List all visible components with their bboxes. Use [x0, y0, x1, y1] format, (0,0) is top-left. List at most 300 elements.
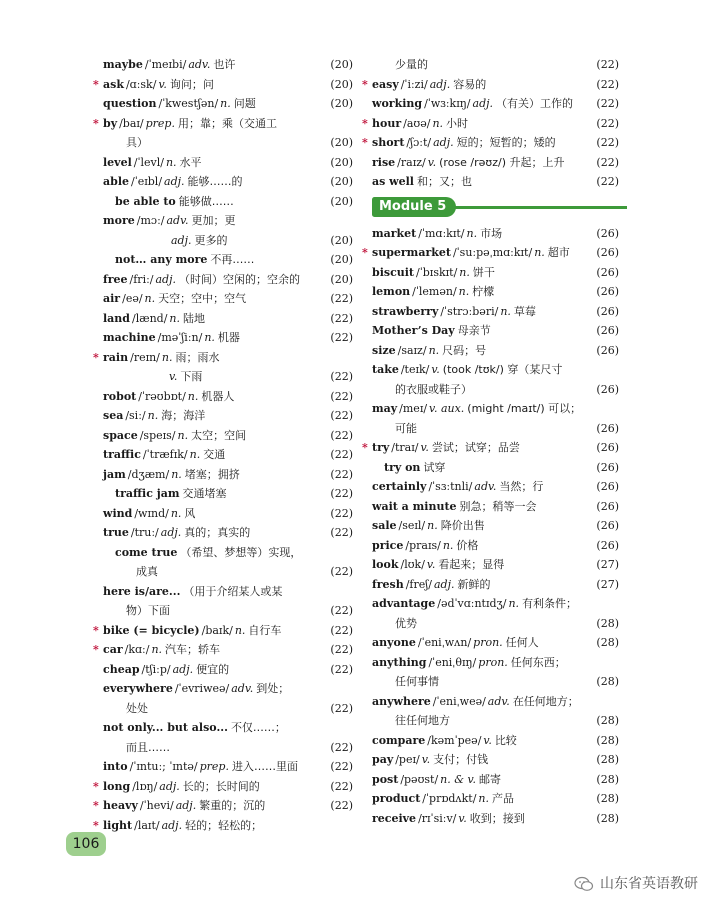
entry-phonetic: /ˈeɪbl/: [131, 175, 163, 188]
entry-phonetic: /ɑːsk/: [125, 77, 157, 91]
entry-part-of-speech: n.: [147, 409, 159, 422]
entry-meaning: 下雨: [180, 370, 203, 383]
entry-part-of-speech: n.: [500, 304, 511, 318]
vocab-entry: [103, 660, 353, 680]
entry-meaning: （用于介绍某人或某: [183, 584, 283, 598]
entry-part-of-speech: v.: [483, 733, 492, 747]
vocab-entry: [372, 224, 619, 244]
entry-meaning: 便宜的: [196, 662, 230, 676]
entry-page-ref: (22): [330, 565, 353, 578]
entry-part-of-speech: v.: [158, 77, 167, 91]
entry-word: true: [103, 526, 129, 539]
watermark: [574, 873, 698, 895]
entry-part-of-speech: adv.: [474, 480, 497, 493]
entry-word: sale: [372, 519, 397, 532]
key-word-star-icon: *: [362, 116, 368, 130]
vocab-entry: [103, 328, 353, 348]
entry-page-ref: (20): [330, 97, 353, 110]
entry-page-ref: (22): [596, 116, 619, 130]
entry-meaning: 陆地: [183, 311, 205, 325]
entry-phonetic: /ədˈvɑːntɪdʒ/: [437, 597, 507, 610]
entry-part-of-speech: n.: [459, 265, 470, 279]
entry-part-of-speech: v.: [426, 558, 436, 571]
vocab-entry: [372, 458, 619, 478]
entry-meaning: 处处: [126, 701, 148, 715]
entry-word: post: [372, 772, 399, 786]
entry-meaning: 当然；行: [499, 480, 544, 493]
vocab-entry: [372, 672, 619, 692]
entry-meaning: 雨；雨水: [175, 350, 220, 364]
vocab-entry: [372, 692, 619, 712]
vocab-entry: [103, 231, 353, 251]
entry-meaning: 比较: [494, 733, 517, 747]
entry-word: try: [372, 441, 390, 454]
entry-meaning: 短的；短暂的；矮的: [456, 136, 556, 149]
vocab-entry: [372, 575, 619, 595]
entry-meaning: （时间）空闲的；空余的: [179, 272, 301, 286]
entry-meaning: 海；海洋: [161, 409, 206, 422]
entry-page-ref: (22): [330, 604, 353, 617]
vocab-entry: [372, 360, 619, 380]
entry-meaning: 往任何地方: [395, 714, 450, 727]
entry-meaning: 更多的: [194, 233, 228, 247]
entry-word: jam: [103, 467, 126, 481]
entry-word: be able to: [115, 194, 176, 208]
entry-page-ref: (22): [330, 389, 353, 403]
entry-page-ref: (22): [330, 428, 353, 442]
entry-part-of-speech: v.: [420, 441, 429, 454]
entry-word: market: [372, 226, 417, 240]
entry-part-of-speech: n.: [220, 97, 231, 110]
entry-meaning: 任何人: [505, 636, 539, 649]
entry-meaning: 饼干: [472, 265, 495, 279]
entry-phonetic: /lɒŋ/: [132, 779, 158, 793]
entry-phonetic: /ˈtræfɪk/: [142, 448, 188, 461]
key-word-star-icon: *: [93, 77, 99, 91]
entry-phonetic: /freʃ/: [405, 577, 432, 591]
entry-meaning: 任何事情: [395, 675, 439, 688]
entry-page-ref: (20): [330, 272, 353, 286]
entry-word: biscuit: [372, 265, 415, 279]
entry-part-of-speech: n.: [466, 226, 478, 240]
entry-part-of-speech: n.: [189, 448, 201, 461]
vocab-entry: [372, 614, 619, 634]
entry-page-ref: (22): [330, 526, 353, 539]
entry-meaning: 邮寄: [478, 772, 501, 786]
entry-word: anywhere: [372, 694, 431, 708]
entry-word: try on: [384, 460, 421, 474]
entry-page-ref: (28): [596, 811, 619, 825]
watermark-text: 山东省英语教研: [600, 876, 698, 892]
entry-word: working: [372, 97, 423, 110]
vocab-entry: [103, 133, 353, 153]
entry-word: traffic: [103, 448, 141, 461]
entry-page-ref: (28): [596, 675, 619, 688]
entry-part-of-speech: adj.: [429, 77, 451, 91]
entry-meaning: 自行车: [248, 623, 282, 637]
entry-part-of-speech: adj.: [159, 779, 180, 793]
entry-meaning: 小时: [446, 116, 469, 130]
entry-meaning: 堵塞；拥挤: [184, 467, 240, 481]
entry-phonetic: /kɑː/: [124, 643, 150, 656]
entry-meaning: 长的；长时间的: [182, 779, 260, 793]
entry-part-of-speech: prep.: [199, 760, 229, 773]
entry-word: take: [372, 363, 399, 376]
vocab-entry: [372, 789, 619, 809]
entry-word: certainly: [372, 480, 427, 493]
entry-meaning: （有关）工作的: [496, 97, 574, 110]
entry-meaning: 降价出售: [440, 519, 485, 532]
entry-page-ref: (22): [330, 467, 353, 481]
entry-phonetic: /baɪk/: [201, 623, 233, 637]
vocab-entry: [372, 653, 619, 673]
entry-word: able: [103, 175, 129, 188]
entry-meaning: 交通堵塞: [182, 487, 227, 500]
entry-phonetic: /ˈeniˌθɪŋ/: [428, 655, 477, 669]
vocab-entry: [372, 321, 619, 341]
entry-page-ref: (26): [596, 265, 619, 279]
entry-part-of-speech: v.: [458, 811, 467, 825]
entry-part-of-speech: adj.: [155, 272, 177, 286]
entry-phonetic: /pəʊst/: [400, 772, 439, 786]
key-word-star-icon: *: [362, 441, 368, 454]
entry-phonetic: /ˈsuːpəˌmɑːkɪt/: [452, 246, 533, 259]
entry-phonetic: /ˈbɪskɪt/: [416, 265, 458, 279]
entry-part-of-speech: pron.: [478, 655, 508, 669]
key-word-star-icon: *: [93, 818, 99, 832]
entry-meaning: 任何东西；: [510, 655, 566, 669]
entry-page-ref: (22): [330, 643, 353, 656]
entry-page-ref: (22): [330, 311, 353, 325]
vocab-entry: [372, 750, 619, 770]
entry-page-ref: (22): [330, 701, 353, 715]
entry-meaning: 水平: [179, 155, 202, 169]
vocab-entry: [103, 582, 353, 602]
entry-part-of-speech: adv.: [231, 682, 254, 695]
entry-page-ref: (20): [330, 194, 353, 208]
entry-page-ref: (22): [596, 136, 619, 149]
entry-page-ref: (20): [330, 77, 353, 91]
entry-part-of-speech: adj.: [171, 233, 192, 247]
entry-part-of-speech: adj.: [433, 136, 454, 149]
entry-meaning: 更加；更: [191, 214, 236, 227]
entry-word: come true: [115, 545, 178, 559]
entry-phonetic: /ˈmɑːkɪt/: [418, 226, 465, 240]
vocab-entry: [372, 419, 619, 439]
entry-phonetic: /məˈʃiːn/: [157, 331, 203, 344]
entry-part-of-speech: adj.: [433, 577, 455, 591]
entry-meaning: 超市: [547, 246, 570, 259]
entry-part-of-speech: n.: [432, 116, 444, 130]
entry-meaning: 天空；空中；空气: [158, 292, 247, 305]
entry-word: land: [103, 311, 130, 325]
entry-part-of-speech: v. aux.: [429, 402, 465, 415]
entry-meaning: 不再……: [210, 253, 255, 266]
vocab-entry: [372, 731, 619, 751]
entry-page-ref: (22): [596, 77, 619, 91]
entry-phonetic: /saɪz/: [397, 343, 427, 357]
entry-meaning: 市场: [480, 226, 503, 240]
vocab-entry: [372, 399, 619, 419]
entry-word: hour: [372, 116, 402, 130]
vocab-entry: [103, 718, 353, 738]
entry-phonetic: /ˈlevl/: [133, 155, 164, 169]
vocab-entry: [103, 387, 353, 407]
entry-word: as well: [372, 175, 414, 188]
entry-page-ref: (22): [596, 58, 619, 71]
entry-phonetic: /ˈeniˌwʌn/: [417, 636, 472, 649]
entry-meaning: 具）: [126, 136, 148, 149]
entry-page-ref: (22): [596, 97, 619, 110]
entry-part-of-speech: n.: [534, 246, 545, 259]
entry-page-ref: (26): [596, 304, 619, 318]
entry-phonetic: /meɪ/: [399, 402, 428, 415]
entry-page-ref: (26): [596, 246, 619, 259]
entry-part-of-speech: adj.: [175, 799, 197, 812]
entry-meaning: 汽车；轿车: [165, 643, 221, 656]
entry-meaning: 询问；问: [169, 77, 214, 91]
entry-page-ref: (28): [596, 733, 619, 747]
entry-part-of-speech: n.: [165, 155, 177, 169]
vocab-entry: [103, 699, 353, 719]
entry-page-ref: (26): [596, 421, 619, 435]
entry-word: anything: [372, 655, 427, 669]
entry-word: long: [103, 779, 131, 793]
entry-phonetic: /ˈsɜːtnli/: [428, 480, 473, 493]
entry-word: not only... but also...: [103, 721, 228, 734]
vocab-entry: [372, 380, 619, 400]
entry-page-ref: (22): [330, 448, 353, 461]
vocab-entry: [103, 270, 353, 290]
entry-meaning: 不仅……；: [230, 721, 286, 734]
vocab-entry: [103, 679, 353, 699]
vocab-column-right: [362, 55, 619, 828]
entry-meaning: 进入……里面: [231, 760, 298, 773]
entry-phonetic: /aʊə/: [403, 116, 431, 130]
entry-phonetic: /seɪl/: [398, 519, 426, 532]
entry-phonetic: /teɪk/: [400, 363, 430, 376]
entry-word: everywhere: [103, 682, 173, 695]
entry-meaning: 柠檬: [472, 285, 495, 298]
vocab-entry: [362, 438, 619, 458]
entry-phonetic: /ˈhevi/: [139, 799, 174, 812]
entry-page-ref: (20): [330, 175, 353, 188]
entry-word: lemon: [372, 285, 411, 298]
vocab-list-module4-end: [362, 55, 619, 192]
entry-word: fresh: [372, 577, 404, 591]
key-word-star-icon: *: [362, 136, 368, 149]
vocab-entry: [372, 172, 619, 192]
vocab-entry: [103, 309, 353, 329]
vocab-entry: [372, 282, 619, 302]
entry-meaning: 繁重的；沉的: [199, 799, 266, 812]
vocab-entry: [372, 477, 619, 497]
vocab-entry: [372, 594, 619, 614]
entry-page-ref: (22): [330, 799, 353, 812]
entry-part-of-speech: adv.: [166, 214, 189, 227]
entry-page-ref: (27): [596, 577, 619, 591]
entry-word: rise: [372, 155, 396, 169]
entry-meaning: 可能: [395, 421, 417, 435]
entry-phonetic: /praɪs/: [405, 538, 441, 552]
entry-word: rain: [103, 350, 129, 364]
entry-page-ref: (22): [330, 487, 353, 500]
entry-meaning: 交通: [203, 448, 226, 461]
entry-part-of-speech: n.: [508, 597, 520, 610]
vocab-entry: [103, 601, 353, 621]
entry-phonetic: /ˈeniˌweə/: [432, 694, 486, 708]
vocab-entry: [93, 75, 353, 95]
vocab-entry: [103, 367, 353, 387]
entry-word: maybe: [103, 58, 143, 71]
vocab-entry: [93, 796, 353, 816]
entry-part-of-speech: adj.: [164, 175, 185, 188]
entry-page-ref: (22): [330, 662, 353, 676]
entry-word: compare: [372, 733, 426, 747]
entry-part-of-speech: n. & v.: [440, 772, 476, 786]
vocab-entry: [372, 497, 619, 517]
vocab-entry: [372, 770, 619, 790]
entry-phonetic: /reɪn/: [130, 350, 160, 364]
entry-phonetic: /kəmˈpeə/: [427, 733, 482, 747]
entry-meaning: 新鲜的: [457, 577, 491, 591]
entry-meaning: 成真: [136, 565, 158, 578]
vocab-entry: [103, 172, 353, 192]
entry-word: question: [103, 97, 157, 110]
entry-phonetic: /ˈkwestʃən/: [158, 97, 219, 110]
entry-phonetic: /ˈevriweə/: [174, 682, 230, 695]
entry-part-of-speech: adj.: [472, 97, 494, 110]
entry-phonetic: /baɪ/: [119, 116, 144, 130]
key-word-star-icon: *: [93, 623, 99, 637]
vocab-entry: [103, 523, 353, 543]
entry-part-of-speech: n.: [204, 331, 215, 344]
entry-phonetic: /rɪˈsiːv/: [418, 811, 457, 825]
vocab-column-left: [93, 55, 353, 835]
entry-meaning: (rose /rəʊz/) 升起；上升: [439, 155, 565, 169]
entry-meaning: 和；又；也: [416, 175, 472, 188]
entry-part-of-speech: pron.: [473, 636, 503, 649]
vocab-entry: [103, 406, 353, 426]
entry-meaning: 物）下面: [126, 604, 170, 617]
wechat-icon: [574, 876, 594, 892]
entry-word: size: [372, 343, 396, 357]
vocab-entry: [103, 211, 353, 231]
entry-meaning: 的衣服或鞋子）: [395, 382, 472, 396]
vocab-entry: [372, 302, 619, 322]
entry-meaning: 收到；接到: [469, 811, 525, 825]
entry-word: product: [372, 792, 421, 805]
vocab-entry: [372, 633, 619, 653]
entry-page-ref: (22): [596, 155, 619, 169]
entry-meaning: 看起来；显得: [438, 558, 505, 571]
entry-page-ref: (22): [330, 506, 353, 520]
vocab-entry: [103, 484, 353, 504]
vocab-entry: [103, 445, 353, 465]
entry-word: robot: [103, 389, 137, 403]
entry-part-of-speech: n.: [161, 350, 173, 364]
module-header: [372, 192, 619, 222]
entry-phonetic: /dʒæm/: [127, 467, 170, 481]
entry-part-of-speech: v.: [169, 370, 178, 383]
entry-meaning: 真的；真实的: [184, 526, 251, 539]
entry-page-ref: (22): [330, 779, 353, 793]
entry-meaning: 少量的: [395, 58, 428, 71]
vocab-entry: [103, 562, 353, 582]
entry-word: anyone: [372, 636, 416, 649]
entry-part-of-speech: adj.: [160, 526, 182, 539]
entry-word: supermarket: [372, 246, 451, 259]
entry-page-ref: (20): [330, 253, 353, 266]
entry-page-ref: (20): [330, 233, 353, 247]
entry-phonetic: /eə/: [122, 292, 143, 305]
entry-page-ref: (22): [330, 623, 353, 637]
entry-word: not… any more: [115, 253, 208, 266]
entry-page-ref: (28): [596, 616, 619, 630]
entry-word: Mother’s Day: [372, 324, 455, 337]
entry-word: more: [103, 214, 135, 227]
entry-meaning: 能够做……: [178, 194, 234, 208]
entry-page-ref: (22): [330, 370, 353, 383]
entry-phonetic: /mɔː/: [136, 214, 165, 227]
vocab-list-module5: [362, 224, 619, 829]
page-number: 106: [66, 832, 106, 856]
entry-meaning: 容易的: [453, 77, 487, 91]
vocab-entry: [103, 757, 353, 777]
entry-part-of-speech: n.: [187, 389, 199, 403]
entry-part-of-speech: n.: [428, 343, 440, 357]
entry-part-of-speech: n.: [144, 292, 156, 305]
entry-page-ref: (26): [596, 343, 619, 357]
entry-word: free: [103, 272, 128, 286]
vocab-entry: [103, 153, 353, 173]
vocab-entry: [93, 114, 353, 134]
vocab-entry: [103, 738, 353, 758]
entry-meaning: 轻的；轻松的；: [185, 818, 263, 832]
entry-word: light: [103, 818, 133, 832]
entry-meaning: 在任何地方；: [512, 694, 579, 708]
key-word-star-icon: *: [362, 77, 368, 91]
vocab-entry: [103, 543, 353, 563]
entry-meaning: 有利条件；: [522, 597, 578, 610]
entry-meaning: （希望、梦想等）实现，: [180, 545, 302, 559]
vocab-entry: [372, 809, 619, 829]
entry-part-of-speech: adv.: [487, 694, 510, 708]
entry-page-ref: (26): [596, 226, 619, 240]
entry-page-ref: (22): [330, 331, 353, 344]
entry-page-ref: (28): [596, 753, 619, 766]
entry-meaning: 用；靠；乘（交通工: [177, 116, 277, 130]
entry-page-ref: (26): [596, 324, 619, 337]
entry-phonetic: /lʊk/: [400, 558, 425, 571]
entry-word: level: [103, 155, 132, 169]
entry-part-of-speech: adj.: [161, 818, 183, 832]
entry-meaning: 草莓: [513, 304, 536, 318]
key-word-star-icon: *: [93, 116, 99, 130]
entry-word: heavy: [103, 799, 138, 812]
entry-phonetic: /lænd/: [132, 311, 168, 325]
entry-meaning: 支付；付钱: [433, 753, 489, 766]
entry-part-of-speech: n.: [169, 311, 180, 325]
entry-part-of-speech: adv.: [188, 58, 211, 71]
module-title: Module 5: [372, 197, 456, 217]
entry-word: bike (= bicycle): [103, 623, 200, 637]
vocab-entry: [362, 243, 619, 263]
vocab-entry: [362, 133, 619, 153]
entry-word: receive: [372, 811, 417, 825]
entry-page-ref: (28): [596, 772, 619, 786]
vocab-entry: [372, 94, 619, 114]
